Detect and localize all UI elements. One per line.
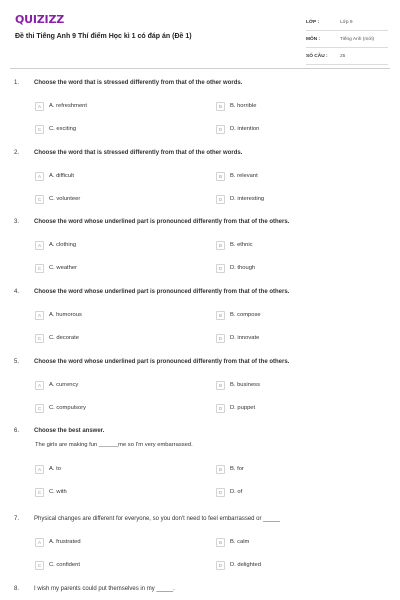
option-text: C. confident — [49, 562, 80, 568]
question-number: 1. — [14, 80, 20, 86]
option-letter-box: D — [216, 334, 225, 343]
answer-option-c[interactable] — [35, 560, 80, 570]
answer-option-b[interactable] — [216, 380, 260, 390]
question-number: 8. — [14, 586, 20, 592]
answer-option-d[interactable] — [216, 560, 261, 570]
option-letter-box: A — [35, 465, 44, 474]
option-letter-box: B — [216, 172, 225, 181]
option-text: D. interesting — [230, 196, 265, 202]
answer-option-c[interactable] — [35, 487, 67, 497]
answer-option-b[interactable] — [216, 240, 253, 250]
answer-option-d[interactable] — [216, 124, 259, 134]
option-text: A. to — [49, 466, 61, 472]
option-letter-box: D — [216, 404, 225, 413]
option-letter-box: B — [216, 538, 225, 547]
question-text: Choose the word that is stressed differently from that of the other words. — [34, 80, 243, 86]
option-text: D. of — [230, 489, 243, 495]
meta-row-class — [306, 14, 388, 31]
question-number: 4. — [14, 289, 20, 295]
answer-option-a[interactable] — [35, 464, 61, 474]
document-title: Đề thi Tiếng Anh 9 Thí điểm Học kì 1 có đáp án (Đề 1) — [15, 33, 192, 40]
option-letter-box: B — [216, 465, 225, 474]
option-text: A. currency — [49, 382, 79, 388]
option-text: A. refreshment — [49, 103, 88, 109]
option-letter-box: A — [35, 381, 44, 390]
question-text: Choose the word whose underlined part is pronounced differently from that of the others. — [34, 359, 290, 365]
option-text: D. innovate — [230, 335, 260, 341]
answer-option-b[interactable] — [216, 464, 244, 474]
option-letter-box: C — [35, 488, 44, 497]
option-text: D. delighted — [230, 562, 261, 568]
meta-label: SỐ CÂU : — [306, 53, 328, 59]
quizizz-logo: QUIZIZZ — [15, 13, 64, 26]
option-text: B. ethnic — [230, 242, 253, 248]
meta-value: Tiếng Anh (mới) — [340, 36, 375, 42]
option-letter-box: B — [216, 241, 225, 250]
option-letter-box: D — [216, 561, 225, 570]
answer-option-b[interactable] — [216, 171, 258, 181]
meta-value: Lớp 9 — [340, 19, 353, 25]
option-letter-box: C — [35, 334, 44, 343]
option-letter-box: D — [216, 488, 225, 497]
answer-option-c[interactable] — [35, 124, 76, 134]
answer-option-d[interactable] — [216, 194, 264, 204]
answer-option-b[interactable] — [216, 101, 256, 111]
question-number: 5. — [14, 359, 20, 365]
meta-row-count — [306, 48, 388, 65]
option-text: B. compose — [230, 312, 261, 318]
option-letter-box: D — [216, 195, 225, 204]
option-text: B. horrible — [230, 103, 257, 109]
option-letter-box: C — [35, 264, 44, 273]
answer-option-a[interactable] — [35, 537, 81, 547]
question-text: Choose the word whose underlined part is pronounced differently from that of the others. — [34, 219, 290, 225]
option-text: A. difficult — [49, 173, 75, 179]
option-text: C. weather — [49, 265, 78, 271]
option-text: C. decorate — [49, 335, 79, 341]
option-text: B. for — [230, 466, 244, 472]
option-text: D. though — [230, 265, 256, 271]
option-text: C. with — [49, 489, 67, 495]
option-text: C. volunteer — [49, 196, 81, 202]
option-text: C. exciting — [49, 126, 77, 132]
answer-option-b[interactable] — [216, 537, 249, 547]
answer-option-a[interactable] — [35, 240, 76, 250]
meta-label: MÔN : — [306, 36, 321, 42]
question-number: 7. — [14, 516, 20, 522]
option-text: A. clothing — [49, 242, 77, 248]
question-text: Physical changes are different for everyone, so you don't need to feel embarrassed or _____ — [34, 516, 280, 522]
question-number: 3. — [14, 219, 20, 225]
option-letter-box: C — [35, 561, 44, 570]
option-letter-box: A — [35, 172, 44, 181]
option-letter-box: C — [35, 195, 44, 204]
question-text: Choose the best answer. — [34, 428, 105, 434]
question-number: 6. — [14, 428, 20, 434]
answer-option-c[interactable] — [35, 263, 77, 273]
option-text: D. puppet — [230, 405, 256, 411]
answer-option-a[interactable] — [35, 171, 74, 181]
answer-option-a[interactable] — [35, 310, 82, 320]
option-letter-box: A — [35, 241, 44, 250]
option-letter-box: B — [216, 311, 225, 320]
option-text: B. calm — [230, 539, 250, 545]
answer-option-a[interactable] — [35, 380, 78, 390]
option-text: B. business — [230, 382, 260, 388]
option-text: A. humorous — [49, 312, 82, 318]
question-text: I wish my parents could put themselves in my _____. — [34, 586, 175, 592]
meta-table — [306, 14, 388, 65]
option-letter-box: D — [216, 125, 225, 134]
answer-option-d[interactable] — [216, 263, 255, 273]
question-text: Choose the word whose underlined part is pronounced differently from that of the others. — [34, 289, 290, 295]
option-text: C. compulsory — [49, 405, 87, 411]
meta-label: LỚP : — [306, 19, 320, 25]
option-letter-box: A — [35, 102, 44, 111]
question-prompt: The girls are making fun ______me so I'm very embarrassed. — [35, 442, 193, 448]
option-letter-box: B — [216, 102, 225, 111]
meta-row-subject — [306, 31, 388, 48]
question-number: 2. — [14, 150, 20, 156]
answer-option-d[interactable] — [216, 487, 242, 497]
option-text: A. frustrated — [49, 539, 81, 545]
answer-option-a[interactable] — [35, 101, 87, 111]
question-text: Choose the word that is stressed differently from that of the other words. — [34, 150, 243, 156]
meta-value: 25 — [340, 53, 346, 59]
option-letter-box: A — [35, 311, 44, 320]
option-letter-box: B — [216, 381, 225, 390]
answer-option-c[interactable] — [35, 403, 86, 413]
option-letter-box: A — [35, 538, 44, 547]
answer-option-d[interactable] — [216, 333, 259, 343]
answer-option-c[interactable] — [35, 194, 80, 204]
option-text: B. relevant — [230, 173, 258, 179]
header-divider — [10, 68, 390, 69]
option-letter-box: D — [216, 264, 225, 273]
answer-option-d[interactable] — [216, 403, 255, 413]
answer-option-b[interactable] — [216, 310, 261, 320]
option-letter-box: C — [35, 125, 44, 134]
option-letter-box: C — [35, 404, 44, 413]
answer-option-c[interactable] — [35, 333, 79, 343]
option-text: D. intention — [230, 126, 260, 132]
